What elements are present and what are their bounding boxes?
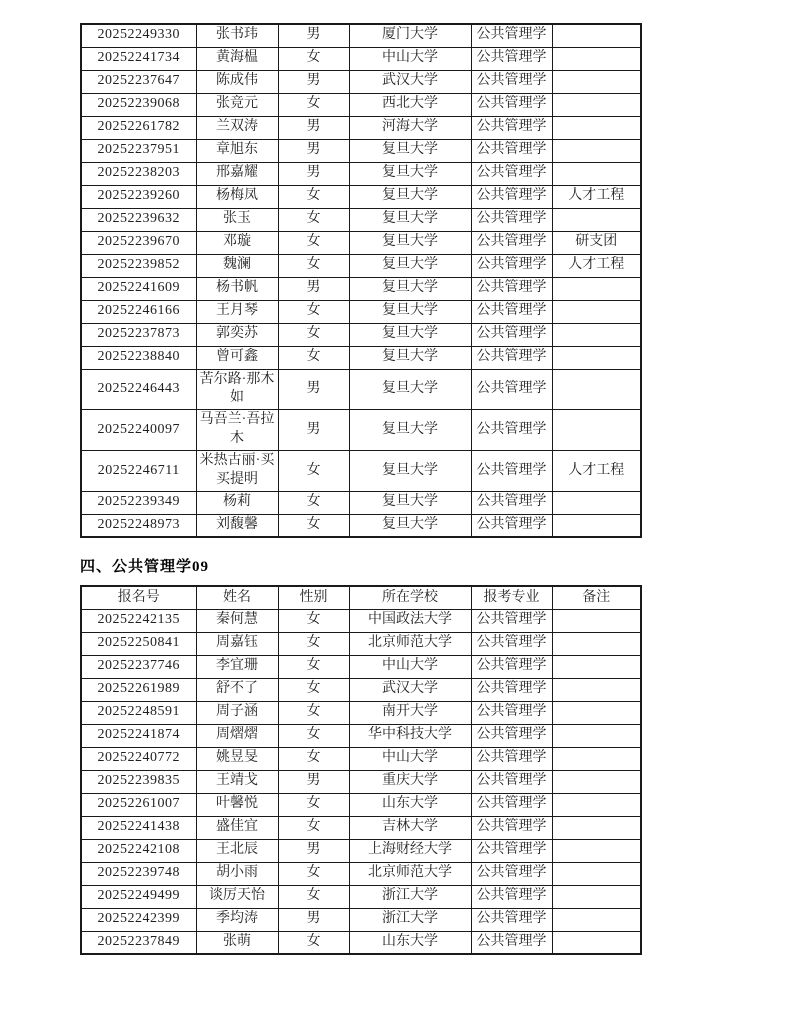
table-cell: 复旦大学 [349,162,471,185]
table-cell [552,701,641,724]
table-cell: 女 [278,514,349,537]
table-cell [552,24,641,47]
table-cell: 20252237951 [81,139,196,162]
table-cell: 20252248591 [81,701,196,724]
table-cell: 张玉 [196,208,278,231]
table-cell: 女 [278,300,349,323]
table-row [81,747,641,770]
table-cell: 胡小雨 [196,862,278,885]
table-cell [552,839,641,862]
table-row [81,277,641,300]
table-cell: 复旦大学 [349,208,471,231]
table-row [81,885,641,908]
table-cell: 南开大学 [349,701,471,724]
table-cell: 中山大学 [349,747,471,770]
table-cell: 复旦大学 [349,323,471,346]
table-cell: 女 [278,678,349,701]
table-cell: 周熠熠 [196,724,278,747]
table-cell: 山东大学 [349,793,471,816]
table-cell: 杨莉 [196,491,278,514]
table-row [81,451,641,492]
table-cell: 20252248973 [81,514,196,537]
table-cell: 米热古丽·买买提明 [196,451,278,492]
table-row [81,793,641,816]
column-header: 姓名 [196,586,278,609]
table-cell: 女 [278,491,349,514]
table-cell: 女 [278,185,349,208]
table-cell: 公共管理学 [471,93,552,116]
table-cell: 河海大学 [349,116,471,139]
table-cell: 李宜珊 [196,655,278,678]
table-cell: 复旦大学 [349,369,471,410]
table-row [81,632,641,655]
table-cell: 20252237647 [81,70,196,93]
table-cell: 浙江大学 [349,885,471,908]
table-cell: 复旦大学 [349,346,471,369]
table-cell: 厦门大学 [349,24,471,47]
table-cell: 华中科技大学 [349,724,471,747]
roster-table-upper-body [81,24,641,537]
table-cell: 20252249330 [81,24,196,47]
table-cell [552,724,641,747]
table-cell: 公共管理学 [471,609,552,632]
table-cell: 公共管理学 [471,724,552,747]
table-cell: 20252249499 [81,885,196,908]
table-cell: 公共管理学 [471,116,552,139]
table-cell: 公共管理学 [471,816,552,839]
table-cell: 20252246443 [81,369,196,410]
table-cell: 女 [278,47,349,70]
table-cell: 人才工程 [552,451,641,492]
table-cell: 张书玮 [196,24,278,47]
table-cell: 男 [278,162,349,185]
table-cell: 男 [278,369,349,410]
table-cell: 复旦大学 [349,231,471,254]
table-cell: 公共管理学 [471,300,552,323]
table-cell: 复旦大学 [349,451,471,492]
table-cell: 20252237746 [81,655,196,678]
table-cell: 20252239852 [81,254,196,277]
table-cell: 公共管理学 [471,770,552,793]
table-cell: 周子涵 [196,701,278,724]
roster-table-header [81,586,641,609]
table-row [81,369,641,410]
table-cell: 西北大学 [349,93,471,116]
roster-table-public-admin-09-body [81,609,641,954]
table-cell: 复旦大学 [349,410,471,451]
table-cell: 女 [278,701,349,724]
table-cell: 20252240772 [81,747,196,770]
table-row [81,862,641,885]
table-cell [552,491,641,514]
table-cell: 男 [278,70,349,93]
table-cell: 姚昱旻 [196,747,278,770]
table-cell: 中国政法大学 [349,609,471,632]
table-cell: 季均涛 [196,908,278,931]
table-cell: 20252237873 [81,323,196,346]
table-cell [552,47,641,70]
table-cell: 武汉大学 [349,678,471,701]
table-row [81,491,641,514]
table-row [81,93,641,116]
table-cell: 女 [278,885,349,908]
table-cell: 女 [278,793,349,816]
table-cell: 人才工程 [552,185,641,208]
table-cell: 公共管理学 [471,514,552,537]
table-cell: 复旦大学 [349,277,471,300]
table-cell: 20252242108 [81,839,196,862]
table-cell: 公共管理学 [471,491,552,514]
table-cell: 浙江大学 [349,908,471,931]
table-cell [552,116,641,139]
table-cell: 20252242135 [81,609,196,632]
column-header: 报名号 [81,586,196,609]
table-cell: 公共管理学 [471,369,552,410]
table-cell: 公共管理学 [471,931,552,954]
table-cell: 公共管理学 [471,24,552,47]
table-cell: 复旦大学 [349,139,471,162]
table-cell [552,410,641,451]
table-cell: 男 [278,139,349,162]
table-cell: 女 [278,724,349,747]
table-row [81,678,641,701]
table-cell: 公共管理学 [471,793,552,816]
table-cell: 20252241438 [81,816,196,839]
table-cell: 公共管理学 [471,908,552,931]
table-cell: 张萌 [196,931,278,954]
table-row [81,116,641,139]
table-row [81,724,641,747]
table-cell: 20252239835 [81,770,196,793]
table-cell: 公共管理学 [471,410,552,451]
table-row [81,839,641,862]
table-cell: 男 [278,908,349,931]
table-cell [552,369,641,410]
table-cell: 男 [278,770,349,793]
table-cell: 邢嘉耀 [196,162,278,185]
table-cell: 男 [278,839,349,862]
roster-table-upper [80,23,642,538]
table-cell: 复旦大学 [349,300,471,323]
table-cell: 人才工程 [552,254,641,277]
table-cell: 苦尔路·那木如 [196,369,278,410]
table-cell: 女 [278,862,349,885]
table-cell: 舒不了 [196,678,278,701]
table-row [81,609,641,632]
table-cell: 王靖戈 [196,770,278,793]
table-cell [552,514,641,537]
table-cell [552,747,641,770]
table-cell: 女 [278,655,349,678]
table-cell: 20252242399 [81,908,196,931]
table-cell: 郭奕苏 [196,323,278,346]
table-row [81,931,641,954]
table-cell: 20252241874 [81,724,196,747]
table-cell: 女 [278,323,349,346]
table-cell [552,70,641,93]
table-cell: 叶馨悦 [196,793,278,816]
table-row [81,254,641,277]
section-heading: 四、公共管理学09 [80,559,210,576]
table-row [81,162,641,185]
table-cell [552,770,641,793]
table-cell [552,862,641,885]
table-cell: 公共管理学 [471,747,552,770]
table-cell: 山东大学 [349,931,471,954]
table-cell: 20252239068 [81,93,196,116]
table-cell: 公共管理学 [471,162,552,185]
table-cell: 刘馥馨 [196,514,278,537]
table-cell: 公共管理学 [471,655,552,678]
table-cell: 20252240097 [81,410,196,451]
table-cell: 盛佳宜 [196,816,278,839]
table-cell: 杨书帆 [196,277,278,300]
table-cell: 20252238840 [81,346,196,369]
table-cell: 吉林大学 [349,816,471,839]
table-cell: 公共管理学 [471,47,552,70]
table-cell: 女 [278,93,349,116]
table-cell: 20252241609 [81,277,196,300]
table-cell: 杨梅凤 [196,185,278,208]
table-cell: 公共管理学 [471,839,552,862]
table-cell: 复旦大学 [349,491,471,514]
table-cell [552,678,641,701]
table-cell: 女 [278,451,349,492]
table-cell: 公共管理学 [471,231,552,254]
table-cell: 20252237849 [81,931,196,954]
table-cell: 公共管理学 [471,254,552,277]
table-cell: 公共管理学 [471,185,552,208]
table-cell: 男 [278,277,349,300]
table-row [81,514,641,537]
table-cell: 中山大学 [349,47,471,70]
column-header: 备注 [552,586,641,609]
table-cell [552,162,641,185]
header-row [81,586,641,609]
table-cell: 公共管理学 [471,862,552,885]
table-cell [552,609,641,632]
table-cell: 女 [278,632,349,655]
table-cell: 张竞元 [196,93,278,116]
table-cell [552,139,641,162]
table-row [81,185,641,208]
table-cell: 陈成伟 [196,70,278,93]
table-cell: 女 [278,231,349,254]
table-cell [552,323,641,346]
table-cell: 公共管理学 [471,451,552,492]
table-cell: 王北辰 [196,839,278,862]
table-cell: 重庆大学 [349,770,471,793]
table-cell: 公共管理学 [471,139,552,162]
table-cell: 复旦大学 [349,185,471,208]
table-row [81,410,641,451]
table-cell: 章旭东 [196,139,278,162]
table-cell: 20252239748 [81,862,196,885]
table-cell [552,885,641,908]
table-cell: 公共管理学 [471,346,552,369]
table-row [81,139,641,162]
column-header: 性别 [278,586,349,609]
table-cell: 兰双涛 [196,116,278,139]
table-cell: 武汉大学 [349,70,471,93]
table-cell: 魏澜 [196,254,278,277]
table-cell: 女 [278,208,349,231]
table-row [81,655,641,678]
table-cell: 20252246711 [81,451,196,492]
table-row [81,47,641,70]
table-cell [552,208,641,231]
table-cell: 20252241734 [81,47,196,70]
table-cell [552,655,641,678]
table-cell: 20252239670 [81,231,196,254]
table-cell: 20252261782 [81,116,196,139]
table-cell: 女 [278,747,349,770]
table-cell: 20252239349 [81,491,196,514]
table-cell: 公共管理学 [471,208,552,231]
table-cell: 黄海榅 [196,47,278,70]
table-row [81,816,641,839]
table-cell [552,931,641,954]
table-cell: 20252239260 [81,185,196,208]
table-cell: 20252250841 [81,632,196,655]
table-cell: 复旦大学 [349,254,471,277]
table-cell: 20252238203 [81,162,196,185]
table-row [81,70,641,93]
table-row [81,701,641,724]
table-row [81,231,641,254]
roster-table-public-admin-09 [80,585,642,955]
table-cell: 秦何慧 [196,609,278,632]
table-cell: 公共管理学 [471,70,552,93]
table-cell: 邓璇 [196,231,278,254]
table-cell: 研支团 [552,231,641,254]
table-cell: 男 [278,24,349,47]
table-cell: 公共管理学 [471,323,552,346]
table-cell: 中山大学 [349,655,471,678]
table-cell: 上海财经大学 [349,839,471,862]
table-cell: 公共管理学 [471,678,552,701]
table-cell: 女 [278,254,349,277]
column-header: 所在学校 [349,586,471,609]
table-cell: 20252246166 [81,300,196,323]
table-cell [552,908,641,931]
table-cell: 男 [278,116,349,139]
table-cell: 20252239632 [81,208,196,231]
table-cell [552,816,641,839]
table-row [81,208,641,231]
table-row [81,24,641,47]
table-cell [552,346,641,369]
table-cell: 曾可鑫 [196,346,278,369]
table-row [81,908,641,931]
table-cell: 女 [278,346,349,369]
table-cell: 公共管理学 [471,701,552,724]
table-cell: 复旦大学 [349,514,471,537]
table-row [81,346,641,369]
table-cell: 北京师范大学 [349,862,471,885]
table-cell: 女 [278,931,349,954]
table-cell [552,93,641,116]
table-cell: 王月琴 [196,300,278,323]
table-cell: 女 [278,609,349,632]
table-cell: 20252261989 [81,678,196,701]
table-cell: 公共管理学 [471,277,552,300]
table-cell: 马吾兰·吾拉木 [196,410,278,451]
table-cell [552,793,641,816]
table-cell: 男 [278,410,349,451]
table-cell: 公共管理学 [471,885,552,908]
table-cell: 周嘉钰 [196,632,278,655]
table-cell: 北京师范大学 [349,632,471,655]
table-cell: 20252261007 [81,793,196,816]
table-cell: 谈厉天怡 [196,885,278,908]
table-cell: 公共管理学 [471,632,552,655]
page-content [80,23,642,955]
table-cell [552,632,641,655]
column-header: 报考专业 [471,586,552,609]
table-cell [552,300,641,323]
table-row [81,770,641,793]
table-row [81,300,641,323]
table-row [81,323,641,346]
table-cell [552,277,641,300]
table-cell: 女 [278,816,349,839]
